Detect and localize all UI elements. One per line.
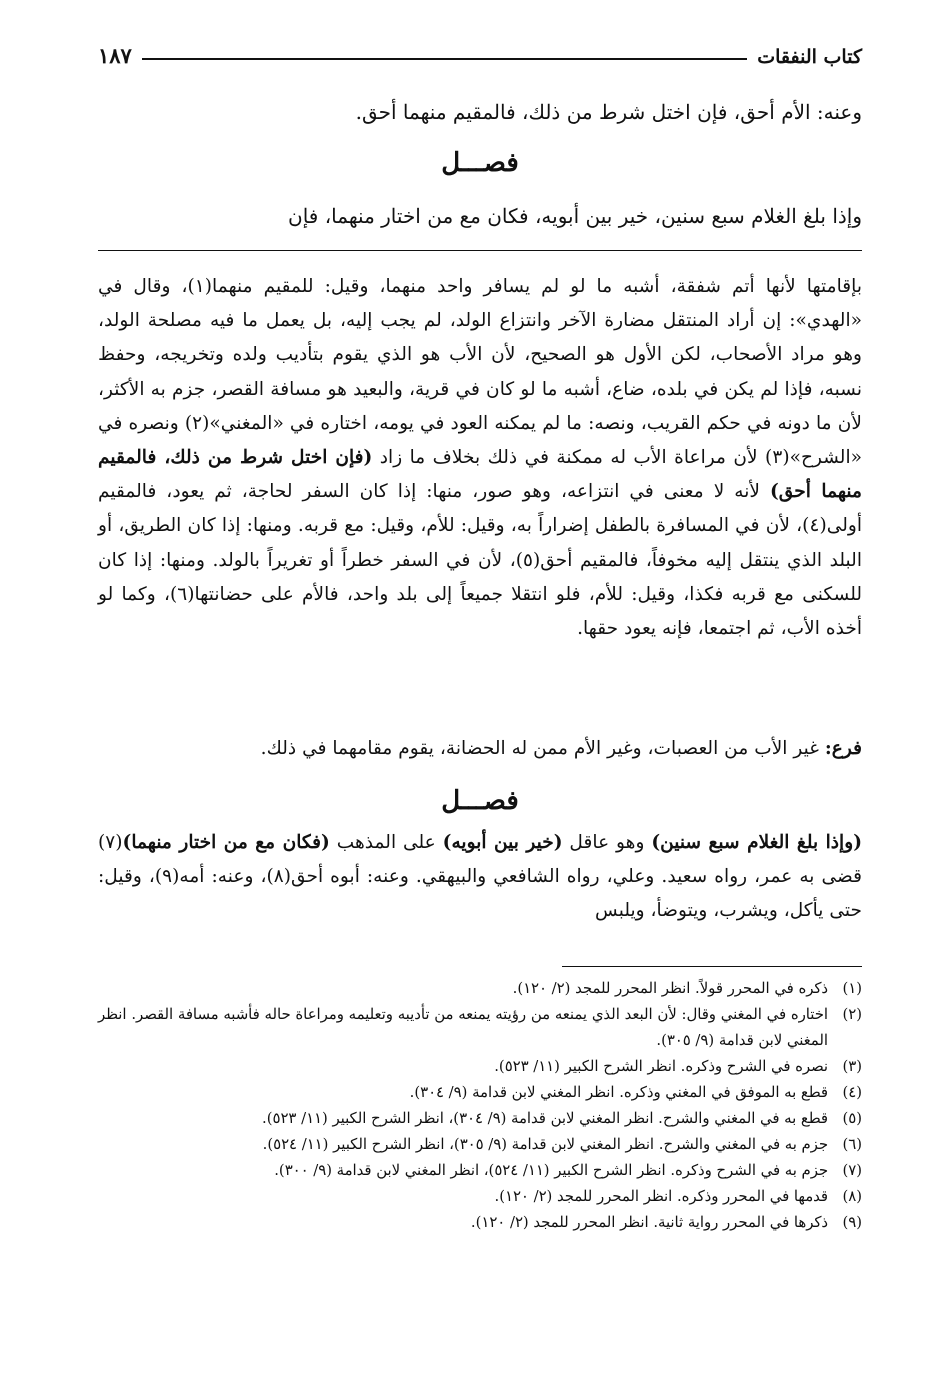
footnote-number: (٤) [842, 1084, 862, 1101]
far-text: غير الأب من العصبات، وغير الأم ممن له الحضانة، يقوم مقامهما في ذلك. [260, 738, 825, 759]
text-2: على المذهب [329, 832, 443, 853]
header-rule [142, 58, 747, 60]
footnote-text: قدمها في المحرر وذكره. انظر المحرر للمجد (٢/ ١٢٠). [494, 1188, 828, 1205]
footnote-number: (٣) [842, 1058, 862, 1075]
quote-bold-1: (وإذا بلغ الغلام سبع سنين) [651, 832, 862, 853]
footnote-text: جزم به في الشرح وذكره. انظر الشرح الكبير (١١/ ٥٢٤)، انظر المغني لابن قدامة (٩/ ٣٠٠). [274, 1162, 828, 1179]
footnote [98, 1158, 862, 1184]
text-1: وهو عاقل [562, 832, 652, 853]
footnote [98, 1054, 862, 1080]
fasl-heading-2 [98, 786, 862, 816]
footnote [98, 976, 862, 1002]
footnote [98, 1002, 862, 1054]
matn-line-2: وإذا بلغ الغلام سبع سنين، خير بين أبويه، فكان مع من اختار منهما، فإن [288, 204, 862, 228]
footnote-text: نصره في الشرح وذكره. انظر الشرح الكبير (١١/ ٥٢٣). [494, 1058, 828, 1075]
footnote-number: (١) [842, 980, 862, 997]
footnote-text: ذكره في المحرر قولاً. انظر المحرر للمجد (٢/ ١٢٠). [512, 980, 828, 997]
footnote-text: قطع به في المغني والشرح. انظر المغني لابن قدامة (٩/ ٣٠٤)، انظر الشرح الكبير (١١/ ٥٢٣). [262, 1110, 828, 1127]
footnote-text: قطع به الموفق في المغني وذكره. انظر المغني لابن قدامة (٩/ ٣٠٤). [409, 1084, 828, 1101]
footnote-number: (٦) [842, 1136, 862, 1153]
footnote-text: جزم به في المغني والشرح. انظر المغني لابن قدامة (٩/ ٣٠٥)، انظر الشرح الكبير (١١/ ٥٢٤). [262, 1136, 828, 1153]
commentary-quote-bold: (فإن اختل شرط من ذلك، فالمقيم منهما أحق) [98, 447, 862, 503]
footnote-rule [562, 966, 862, 967]
footnote [98, 1132, 862, 1158]
footnote [98, 1184, 862, 1210]
page-number: ١٨٧ [98, 43, 132, 68]
matn-intro-line: وعنه: الأم أحق، فإن اختل شرط من ذلك، فالمقيم منهما أحق. [355, 100, 862, 124]
footnote [98, 1080, 862, 1106]
commentary-text: بإقامتها لأنها أتم شفقة، أشبه ما لو لم يسافر واحد منهما، وقيل: للمقيم منهما(١)، وقال في «الهدي»: إن أراد المنتقل مضارة الآخر وانتزاع الولد، لم يجب إليه، بل يعمل ما فيه مصلحة الولد، وهو مراد الأصحاب، لكن الأول هو الصحيح، لأن الأب هو الذي يقوم بتأديب ولده وتخريجه، وحفظ نسبه، فإذا لم يكن في بلده، ضاع، أشبه ما لو كان في قرية، والبعيد هو مسافة القصر، جزم به الأكثر، لأن ما دونه في حكم القريب، ونصه: ما لم يمكنه العود في يومه، اختاره في «المغني»(٢) ونصره في «الشرح»(٣) لأن مراعاة الأب له ممكنة في ذلك بخلاف ما زاد [98, 276, 863, 469]
far-label: فرع: [824, 738, 862, 759]
footnote [98, 1106, 862, 1132]
text-3: (٧) قضى به عمر، رواه سعيد. وعلي، رواه الشافعي والبيهقي. وعنه: أبوه أحق(٨)، وعنه: أمه(٩)، وقيل: حتى يأكل، ويشرب، ويتوضأ، ويلبس [98, 832, 863, 921]
footnote-number: (٧) [842, 1162, 862, 1179]
footnote-number: (٩) [842, 1214, 862, 1231]
running-header [98, 28, 862, 68]
far-paragraph [98, 732, 862, 766]
footnotes [98, 976, 862, 1236]
commentary-text-rest: لأنه لا معنى في انتزاعه، وهو صور، منها: إذا كان السفر لحاجة، ثم يعود، فالمقيم أولى(٤)، لأن في المسافرة بالطفل إضراراً به، وقيل: للأم، وقيل: مع قربه. ومنها: إذا كان الطريق، أو البلد الذي ينتقل إليه مخوفاً، فالمقيم أحق(٥)، لأن في السفر خطراً أو تغريراً بالولد. ومنها: إذا كان للسكنى مع قربه فكذا، وقيل: للأم، فلو انتقلا جميعاً إلى بلد واحد، فالأم على حضانتها(٦)، وكما لو أخذه الأب، ثم اجتمعا، فإنه يعود حقها. [98, 481, 863, 640]
fasl-heading-1-text: فصـــل [441, 148, 519, 178]
footnote-number: (٥) [842, 1110, 862, 1127]
book-title: كتاب النفقات [757, 46, 862, 68]
commentary-paragraph-2 [98, 826, 862, 928]
commentary-paragraph [98, 270, 862, 646]
footnote-number: (٢) [842, 1006, 862, 1023]
footnote [98, 1210, 862, 1236]
fasl-heading-2-text: فصـــل [441, 786, 519, 816]
quote-bold-2: (خير بين أبويه) [442, 832, 563, 853]
footnote-number: (٨) [842, 1188, 862, 1205]
footnote-text: اختاره في المغني وقال: لأن البعد الذي يمنعه من رؤيته يمنعه من تأديبه وتعليمه ومراعاة حاله فأشبه مسافة القصر. انظر المغني لابن قدامة (٩/ ٣٠٥). [98, 1006, 828, 1049]
quote-bold-3: (فكان مع من اختار منهما) [122, 832, 330, 853]
fasl-heading-1 [98, 148, 862, 178]
matn-separator-rule [98, 250, 862, 251]
footnote-text: ذكرها في المحرر رواية ثانية. انظر المحرر للمجد (٢/ ١٢٠). [470, 1214, 828, 1231]
